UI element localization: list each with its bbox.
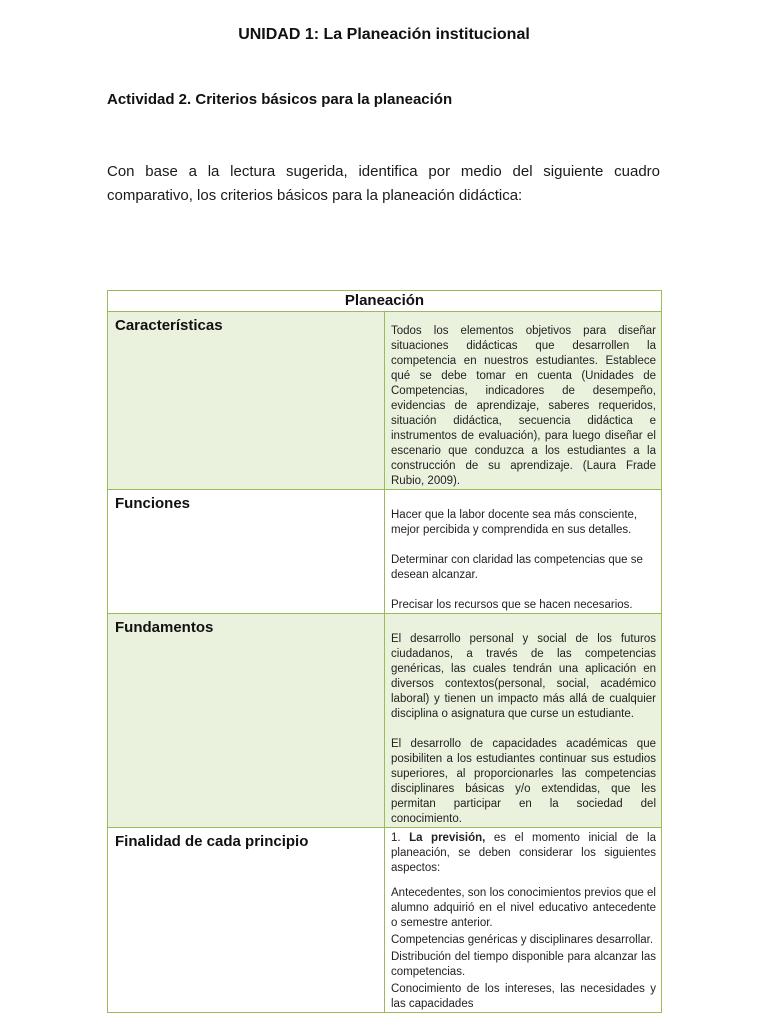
intro-paragraph: Con base a la lectura sugerida, identifica por medio del siguiente cuadro comparativo, los criterios básicos para la planeación didáctica: [107, 163, 660, 204]
content-paragraph: Todos los elementos objetivos para diseñar situaciones didácticas que desarrollen la competencia en nuestros estudiantes. Establece qué se debe tomar en cuenta (Unidades de Competencias, indicadores de desempeño, evidencias de aprendizaje, saberes requeridos, situación didáctica, secuencia didáctica e instrumentos de evaluación), para luego diseñar el escenario que conduzca a los estudiantes a la construcción de su aprendizaje. (Laura Frade Rubio, 2009). [391, 325, 656, 487]
activity-subtitle: Actividad 2. Criterios básicos para la planeación [107, 91, 453, 108]
row-label-funciones: Funciones [108, 490, 385, 614]
table-row [108, 828, 662, 1013]
row-label-caracteristicas: Características [108, 312, 385, 490]
table-row [108, 312, 662, 490]
lead-number: 1. [391, 832, 401, 844]
document-title: UNIDAD 1: La Planeación institucional [238, 26, 530, 43]
lead-rest: es el momento inicial de la planeación, se deben considerar los siguientes aspectos: [391, 832, 656, 874]
table-row [108, 490, 662, 614]
content-paragraph: Determinar con claridad las competencias que se desean alcanzar. [391, 554, 643, 581]
row-content-caracteristicas [385, 312, 662, 490]
row-content-fundamentos [385, 614, 662, 828]
lead-bold: La previsión, [409, 832, 486, 844]
content-paragraph: El desarrollo de capacidades académicas que posibiliten a los estudiantes continuar sus estudios superiores, al proporcionarles las competencias disciplinares básicas y/o extendidas, que les permitan participar en la sociedad del conocimiento. [391, 738, 656, 825]
row-label-finalidad: Finalidad de cada principio [108, 828, 385, 1013]
content-paragraph-lead [391, 831, 656, 876]
content-paragraph: Precisar los recursos que se hacen necesarios. [391, 599, 633, 611]
content-paragraph: Competencias genéricas y disciplinares desarrollar. [391, 934, 654, 946]
row-content-funciones [385, 490, 662, 614]
content-paragraph: Antecedentes, son los conocimientos previos que el alumno adquirió en el nivel educativo antecedente o semestre anterior. [391, 887, 656, 929]
content-paragraph: Distribución del tiempo disponible para alcanzar las competencias. [391, 951, 656, 978]
planning-table [107, 290, 662, 1013]
content-paragraph: Hacer que la labor docente sea más consciente, mejor percibida y comprendida en sus detalles. [391, 509, 638, 536]
content-paragraph: El desarrollo personal y social de los futuros ciudadanos, a través de las competencias genéricas, las cuales tendrán una aplicación en diversos contextos(personal, social, académico laboral) y tienen un impacto más allá de cualquier disciplina o asignatura que curse un estudiante. [391, 633, 656, 720]
table-row [108, 614, 662, 828]
row-label-fundamentos: Fundamentos [108, 614, 385, 828]
table-header: Planeación [108, 291, 662, 312]
row-content-finalidad [385, 828, 662, 1013]
content-paragraph: Conocimiento de los intereses, las necesidades y las capacidades [391, 983, 656, 1010]
